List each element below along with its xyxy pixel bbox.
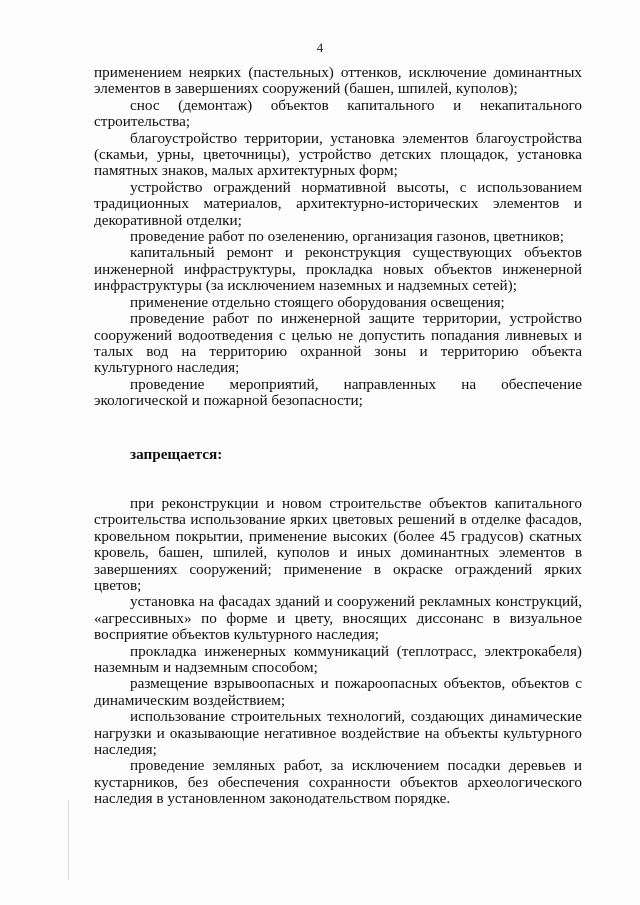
scan-edge-line [68,800,69,880]
paragraph: размещение взрывоопасных и пожароопасных объектов, объектов с динамическим воздействием; [94,675,582,709]
paragraph: проведение работ по озеленению, организация газонов, цветников; [130,228,564,246]
paragraph: снос (демонтаж) объектов капитального и некапитального строительства; [94,96,582,131]
paragraph: при реконструкции и новом строительстве объектов капитального строительства использование ярких цветовых решений в отделке фасадов, кровельном покрытии, применение высоких (более 45 градусов) скатных кровель, башен, шпилей, куполов и иных доминантных элементов в завершениях сооружений; применение в окраске ограждений ярких цветов; [94,494,582,594]
paragraph: прокладка инженерных коммуникаций (теплотрасс, электрокабеля) наземным и надземным способом; [94,642,582,676]
paragraph: устройство ограждений нормативной высоты, с использованием традиционных материалов, архитектурно-исторических элементов и декоративной отделки; [94,178,582,229]
section-heading: запрещается: [130,445,223,463]
paragraph: капитальный ремонт и реконструкция существующих объектов инженерной инфраструктуры, прокладка новых объектов инженерной инфраструктуры (за исключением наземных и надземных сетей); [94,244,582,295]
paragraph: использование строительных технологий, создающих динамические нагрузки и оказывающие негативное воздействие на объекты культурного наследия; [94,708,582,759]
paragraph: проведение работ по инженерной защите территории, устройство сооружений водоотведения с целью не допустить попадания ливневых и талых вод на территорию охранной зоны и территорию объекта культурного наследия; [94,310,582,377]
page-number: 4 [316,40,324,55]
document-body [94,65,582,808]
paragraph: применение отдельно стоящего оборудования освещения; [130,293,505,311]
paragraph: благоустройство территории, установка элементов благоустройства (скамьи, урны, цветочницы), устройство детских площадок, установка памятных знаков, малых архитектурных форм; [94,129,582,180]
paragraph: проведение мероприятий, направленных на обеспечение экологической и пожарной безопасности; [94,375,582,410]
paragraph: проведение земляных работ, за исключением посадки деревьев и кустарников, без обеспечения сохранности объектов археологического наследия в установленном законодательством порядке. [94,757,582,808]
paragraph: применением неярких (пастельных) оттенков, исключение доминантных элементов в завершениях сооружений (башен, шпилей, куполов); [94,64,582,98]
paragraph: установка на фасадах зданий и сооружений рекламных конструкций, «агрессивных» по форме и цвету, вносящих диссонанс в визуальное восприятие объектов культурного наследия; [94,593,582,644]
